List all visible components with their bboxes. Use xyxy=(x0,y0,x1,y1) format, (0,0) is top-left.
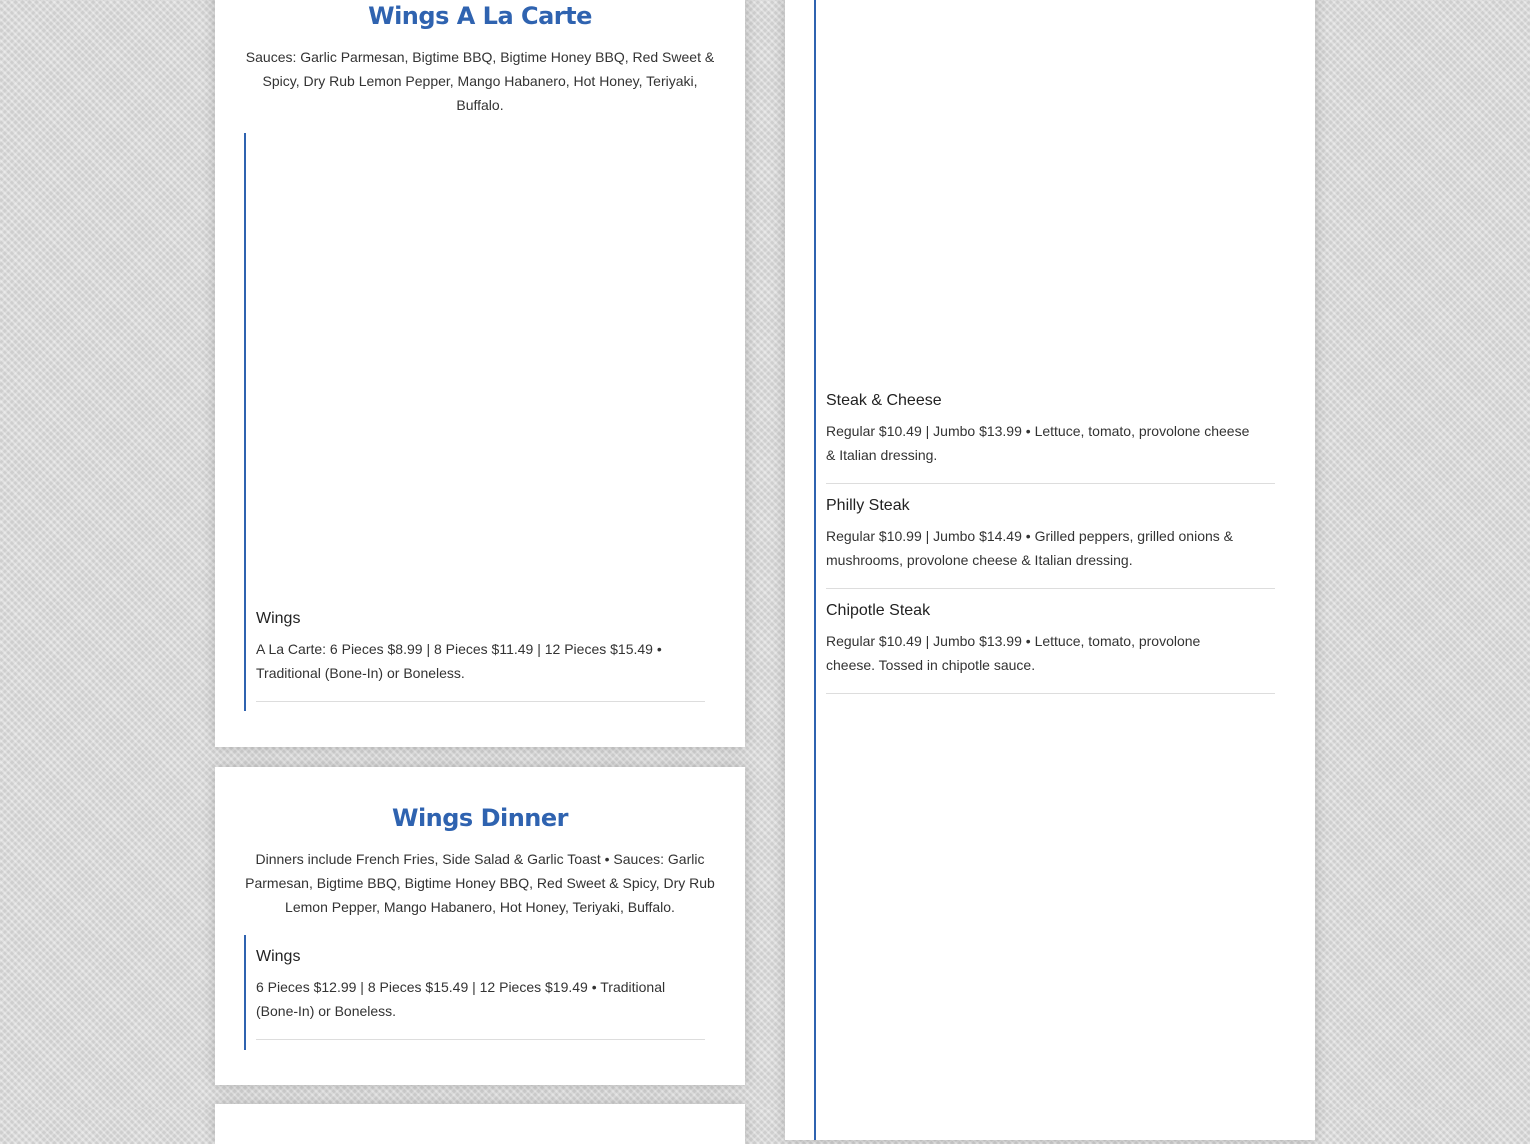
section-accent-line xyxy=(814,0,816,1140)
menu-item-description: Regular $10.99 | Jumbo $14.49 • Grilled peppers, grilled onions & mushrooms, provolone cheese & Italian dressing. xyxy=(826,528,1234,568)
menu-item-description: Regular $10.49 | Jumbo $13.99 • Lettuce, tomato, provolone cheese. Tossed in chipotle sauce. xyxy=(826,633,1201,673)
menu-item-divider xyxy=(826,588,1275,589)
menu-item-name: Wings xyxy=(256,948,301,965)
menu-item-name: Philly Steak xyxy=(826,497,910,514)
wings-a-la-carte-card xyxy=(215,0,745,747)
menu-item-divider xyxy=(826,693,1275,694)
menu-item-name: Wings xyxy=(256,610,301,627)
wings-dinner-title: Wings Dinner xyxy=(391,804,569,832)
section-accent-line xyxy=(244,935,246,1050)
next-section-card xyxy=(215,1104,745,1144)
menu-item-divider xyxy=(256,701,705,702)
menu-item-description: A La Carte: 6 Pieces $8.99 | 8 Pieces $11.49 | 12 Pieces $15.49 • Traditional (Bone-In) or Boneless. xyxy=(256,641,662,681)
steak-subs-card xyxy=(785,0,1315,1140)
menu-item-divider xyxy=(256,1039,705,1040)
wings-a-la-carte-description: Sauces: Garlic Parmesan, Bigtime BBQ, Bigtime Honey BBQ, Red Sweet & Spicy, Dry Rub Lemon Pepper, Mango Habanero, Hot Honey, Teriyaki, Buffalo. xyxy=(245,49,715,113)
menu-item-description: 6 Pieces $12.99 | 8 Pieces $15.49 | 12 Pieces $19.49 • Traditional (Bone-In) or Boneless. xyxy=(256,979,666,1019)
menu-item-name: Chipotle Steak xyxy=(826,602,931,619)
menu-item-description: Regular $10.49 | Jumbo $13.99 • Lettuce, tomato, provolone cheese & Italian dressing. xyxy=(826,423,1250,463)
wings-dinner-card xyxy=(215,767,745,1085)
wings-dinner-description: Dinners include French Fries, Side Salad & Garlic Toast • Sauces: Garlic Parmesan, Bigtime BBQ, Bigtime Honey BBQ, Red Sweet & Spicy, Dry Rub Lemon Pepper, Mango Habanero, Hot Honey, Teriyaki, Buffalo. xyxy=(245,851,715,915)
section-accent-line xyxy=(244,133,246,711)
wings-a-la-carte-title: Wings A La Carte xyxy=(368,2,592,30)
menu-item-divider xyxy=(826,483,1275,484)
menu-item-name: Steak & Cheese xyxy=(826,392,942,409)
